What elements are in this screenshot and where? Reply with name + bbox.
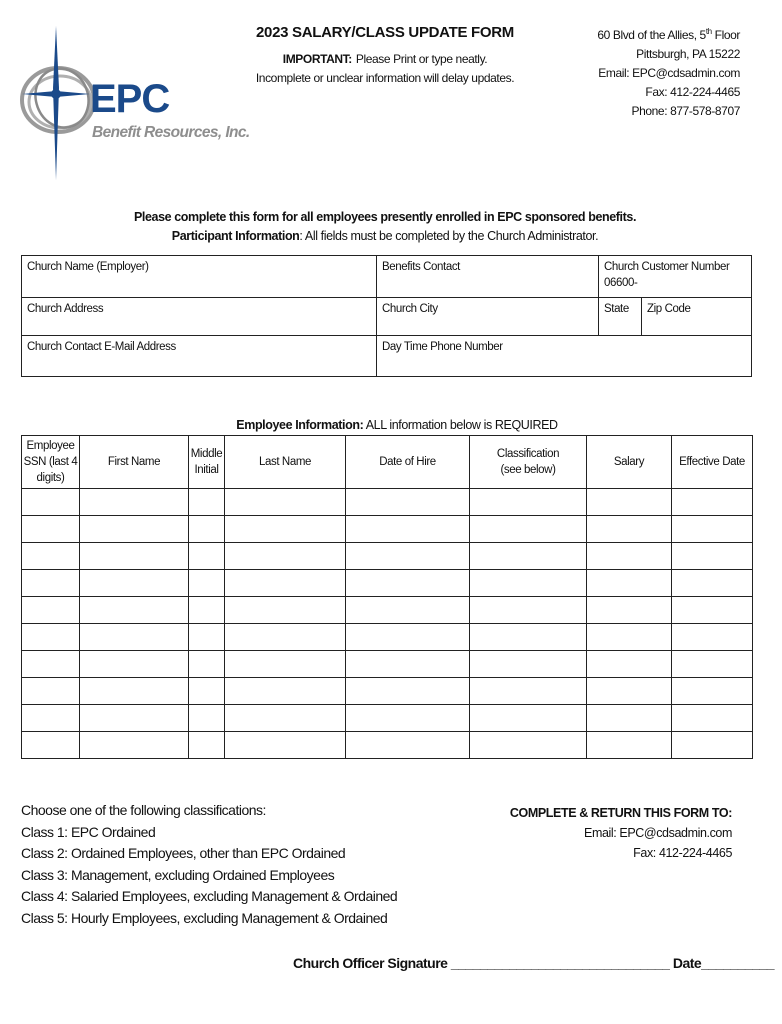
customer-number-field[interactable] <box>599 256 751 297</box>
church-address-label: Church Address <box>27 303 104 315</box>
employee-cell[interactable] <box>346 489 470 516</box>
employee-cell[interactable] <box>80 489 189 516</box>
employee-cell[interactable] <box>225 732 346 759</box>
logo-cross-star <box>22 26 90 180</box>
header-phone: Phone: 877-578-8707 <box>631 104 740 118</box>
employee-table-header-row <box>22 436 753 489</box>
employee-row <box>22 597 753 624</box>
employee-cell[interactable] <box>225 570 346 597</box>
employee-cell[interactable] <box>22 543 80 570</box>
header-line: Effective Date <box>679 456 745 468</box>
employee-cell[interactable] <box>80 651 189 678</box>
return-fax: Fax: 412-224-4465 <box>633 846 732 860</box>
logo-rings <box>22 61 97 135</box>
employee-cell[interactable] <box>189 489 225 516</box>
address-line-2: Pittsburgh, PA 15222 <box>636 47 740 61</box>
column-header-salary <box>587 436 672 489</box>
church-name-field[interactable] <box>22 256 376 297</box>
classification-item-5: Class 5: Hourly Employees, excluding Management & Ordained <box>21 909 388 926</box>
employee-cell[interactable] <box>189 570 225 597</box>
employee-row <box>22 732 753 759</box>
address-floor-suffix: th <box>705 27 712 36</box>
state-label: State <box>604 303 629 315</box>
employee-cell[interactable] <box>225 543 346 570</box>
employee-row <box>22 543 753 570</box>
classification-list <box>21 800 397 929</box>
header-line: First Name <box>107 456 161 468</box>
header-line: Salary <box>613 456 645 468</box>
employee-row <box>22 516 753 543</box>
employee-row <box>22 678 753 705</box>
participant-label: Participant Information <box>171 229 300 243</box>
important-text: Please Print or type neatly. <box>355 52 488 66</box>
customer-number-label: Church Customer Number <box>604 261 730 273</box>
address-street: 60 Blvd of the Allies, 5 <box>597 28 706 42</box>
employee-cell[interactable] <box>587 570 672 597</box>
instructions <box>0 208 770 246</box>
benefits-contact-label: Benefits Contact <box>382 261 460 273</box>
column-header-ssn <box>22 436 80 489</box>
church-city-field[interactable] <box>377 298 598 335</box>
header-line: (see below) <box>500 464 556 476</box>
employee-cell[interactable] <box>80 678 189 705</box>
logo-brand-text: EPC <box>90 77 170 121</box>
signature-date-line[interactable]: Church Officer Signature ______________________________ Date__________ <box>293 955 775 971</box>
instructions-line-2 <box>0 227 770 246</box>
column-header-middle-initial <box>189 436 225 489</box>
employee-cell[interactable] <box>672 705 753 732</box>
employee-cell[interactable] <box>22 705 80 732</box>
church-city-label: Church City <box>382 303 438 315</box>
employee-row <box>22 624 753 651</box>
header-line: Classification <box>496 448 560 460</box>
employee-cell[interactable] <box>80 705 189 732</box>
employee-cell[interactable] <box>189 732 225 759</box>
header-line: Middle <box>190 448 223 460</box>
employee-cell[interactable] <box>189 516 225 543</box>
employee-cell[interactable] <box>672 570 753 597</box>
column-header-classification <box>470 436 587 489</box>
customer-number-value: 06600- <box>604 277 638 289</box>
classification-item-2: Class 2: Ordained Employees, other than EPC Ordained <box>21 845 346 861</box>
employee-info-heading <box>12 418 782 432</box>
employee-cell[interactable] <box>22 489 80 516</box>
column-header-date-of-hire <box>346 436 470 489</box>
participant-text: : All fields must be completed by the Church Administrator. <box>299 229 599 243</box>
employee-cell[interactable] <box>22 651 80 678</box>
classification-item-3: Class 3: Management, excluding Ordained Employees <box>21 866 335 883</box>
employee-cell[interactable] <box>587 705 672 732</box>
header-line: Initial <box>194 464 219 476</box>
logo-tagline-text: Benefit Resources, Inc. <box>92 124 250 141</box>
employee-cell[interactable] <box>80 543 189 570</box>
employee-cell[interactable] <box>346 732 470 759</box>
church-name-label: Church Name (Employer) <box>27 261 149 273</box>
address-floor: Floor <box>711 28 740 42</box>
return-email: Email: EPC@cdsadmin.com <box>584 826 732 840</box>
contact-email-field[interactable] <box>22 336 376 376</box>
employee-cell[interactable] <box>470 651 587 678</box>
employee-cell[interactable] <box>225 516 346 543</box>
important-note <box>270 52 500 66</box>
employee-cell[interactable] <box>80 516 189 543</box>
employee-cell[interactable] <box>587 624 672 651</box>
classification-item-1: Class 1: EPC Ordained <box>21 823 156 840</box>
employee-cell[interactable] <box>80 570 189 597</box>
employee-table <box>21 435 753 759</box>
employee-heading-text: ALL information below is REQUIRED <box>363 418 558 432</box>
contact-email-label: Church Contact E-Mail Address <box>27 341 176 353</box>
employee-cell[interactable] <box>22 516 80 543</box>
employee-cell[interactable] <box>189 651 225 678</box>
day-phone-field[interactable] <box>377 336 751 376</box>
return-instructions <box>510 803 732 863</box>
employee-cell[interactable] <box>225 597 346 624</box>
employee-table-body <box>22 489 753 759</box>
header-email: Email: EPC@cdsadmin.com <box>598 66 740 80</box>
employee-cell[interactable] <box>80 624 189 651</box>
employee-cell[interactable] <box>470 543 587 570</box>
employee-cell[interactable] <box>587 678 672 705</box>
employee-cell[interactable] <box>470 624 587 651</box>
employee-row <box>22 651 753 678</box>
employee-cell[interactable] <box>80 732 189 759</box>
column-header-first-name <box>80 436 189 489</box>
employee-cell[interactable] <box>470 678 587 705</box>
employee-cell[interactable] <box>470 489 587 516</box>
employee-row <box>22 489 753 516</box>
employee-cell[interactable] <box>225 678 346 705</box>
employee-cell[interactable] <box>346 705 470 732</box>
employee-cell[interactable] <box>470 516 587 543</box>
state-field[interactable] <box>599 298 641 335</box>
employee-cell[interactable] <box>22 624 80 651</box>
employee-cell[interactable] <box>189 597 225 624</box>
epc-logo <box>18 22 250 182</box>
participant-info-table <box>21 255 752 377</box>
church-address-field[interactable] <box>22 298 376 335</box>
address-block <box>597 22 740 121</box>
return-heading: COMPLETE & RETURN THIS FORM TO: <box>509 806 732 820</box>
employee-cell[interactable] <box>346 543 470 570</box>
employee-cell[interactable] <box>587 651 672 678</box>
employee-cell[interactable] <box>470 705 587 732</box>
employee-cell[interactable] <box>346 678 470 705</box>
employee-cell[interactable] <box>189 678 225 705</box>
employee-cell[interactable] <box>189 705 225 732</box>
employee-cell[interactable] <box>587 516 672 543</box>
classification-intro: Choose one of the following classifications: <box>21 802 266 818</box>
header-line: SSN (last 4 <box>23 456 78 468</box>
day-phone-label: Day Time Phone Number <box>382 341 503 353</box>
employee-cell[interactable] <box>346 624 470 651</box>
benefits-contact-field[interactable] <box>377 256 598 297</box>
zip-code-field[interactable] <box>642 298 751 335</box>
column-header-last-name <box>225 436 346 489</box>
column-header-effective-date <box>672 436 753 489</box>
employee-cell[interactable] <box>22 570 80 597</box>
header-line: digits) <box>36 472 65 484</box>
employee-cell[interactable] <box>672 543 753 570</box>
employee-cell[interactable] <box>80 597 189 624</box>
employee-cell[interactable] <box>672 678 753 705</box>
employee-row <box>22 570 753 597</box>
employee-cell[interactable] <box>470 732 587 759</box>
employee-cell[interactable] <box>346 651 470 678</box>
employee-cell[interactable] <box>346 597 470 624</box>
employee-heading-bold: Employee Information: <box>236 418 364 432</box>
employee-cell[interactable] <box>672 597 753 624</box>
employee-row <box>22 705 753 732</box>
employee-cell[interactable] <box>470 597 587 624</box>
employee-cell[interactable] <box>672 624 753 651</box>
employee-cell[interactable] <box>225 651 346 678</box>
employee-cell[interactable] <box>189 543 225 570</box>
header-line: Employee <box>26 440 75 452</box>
zip-code-label: Zip Code <box>647 303 691 315</box>
employee-cell[interactable] <box>22 678 80 705</box>
form-title: 2023 SALARY/CLASS UPDATE FORM <box>255 24 514 41</box>
employee-cell[interactable] <box>672 651 753 678</box>
classification-item-4: Class 4: Salaried Employees, excluding Management & Ordained <box>21 888 398 904</box>
employee-cell[interactable] <box>672 489 753 516</box>
incomplete-warning: Incomplete or unclear information will delay updates. <box>255 71 515 85</box>
employee-cell[interactable] <box>587 489 672 516</box>
employee-cell[interactable] <box>470 570 587 597</box>
employee-cell[interactable] <box>672 516 753 543</box>
employee-cell[interactable] <box>225 624 346 651</box>
header-line: Date of Hire <box>379 456 436 468</box>
address-line-1 <box>597 22 740 45</box>
employee-cell[interactable] <box>587 732 672 759</box>
employee-cell[interactable] <box>22 597 80 624</box>
employee-cell[interactable] <box>346 516 470 543</box>
header-line: Last Name <box>258 456 311 468</box>
employee-cell[interactable] <box>587 597 672 624</box>
employee-cell[interactable] <box>225 705 346 732</box>
header-fax: Fax: 412-224-4465 <box>645 85 740 99</box>
employee-cell[interactable] <box>587 543 672 570</box>
employee-cell[interactable] <box>22 732 80 759</box>
instructions-line-1: Please complete this form for all employees presently enrolled in EPC sponsored benefits. <box>133 210 637 224</box>
important-label: IMPORTANT: <box>282 52 352 66</box>
employee-cell[interactable] <box>189 624 225 651</box>
employee-cell[interactable] <box>225 489 346 516</box>
employee-cell[interactable] <box>672 732 753 759</box>
employee-cell[interactable] <box>346 570 470 597</box>
